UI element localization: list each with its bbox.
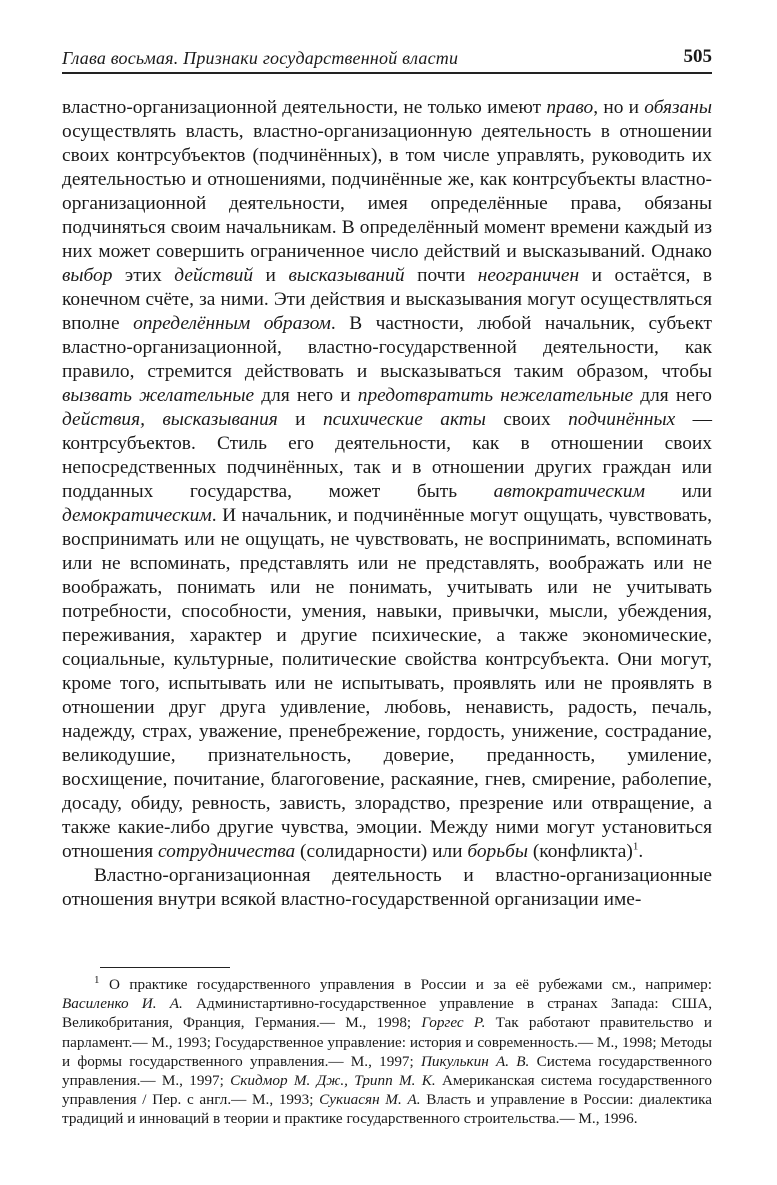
footnotes bbox=[62, 975, 712, 1129]
emphasis: обязаны bbox=[644, 97, 712, 118]
paragraph: Властно-организационная деятельность и властно-организационные отношения внутри всякой властно-государственной организации име- bbox=[62, 865, 712, 910]
emphasis: выбор bbox=[62, 265, 113, 286]
page-number: 505 bbox=[683, 46, 712, 67]
running-head: Глава восьмая. Признаки государственной власти bbox=[62, 48, 459, 68]
emphasis: демократическим bbox=[62, 505, 212, 526]
emphasis: сотрудничества bbox=[158, 841, 296, 862]
emphasis: высказываний bbox=[288, 265, 405, 286]
page-header bbox=[62, 44, 712, 74]
footnote-marker: 1 bbox=[94, 973, 100, 986]
emphasis: психические акты bbox=[322, 409, 486, 430]
emphasis: Василенко И. А. bbox=[62, 995, 183, 1013]
emphasis: право bbox=[546, 97, 594, 118]
emphasis: действий bbox=[174, 265, 254, 286]
emphasis: автократическим bbox=[493, 481, 645, 502]
emphasis: определённым образом bbox=[133, 313, 331, 334]
emphasis: Сукиасян М. А. bbox=[319, 1091, 421, 1109]
emphasis: Пикулькин А. В. bbox=[420, 1052, 530, 1070]
main-text bbox=[62, 96, 712, 912]
footnote-divider bbox=[100, 967, 230, 968]
paragraph: властно-организационной деятельности, не только имеют право, но и обязаны осуществлять власть, властно-организационную деятельность в отношении своих контрсубъектов (подчинённых), в том числе управлять, руководить их деятельностью и отношениями, подчинённые же, как контрсубъекты властно-организационной деятельности, имея определённые права, обязаны подчиняться своим начальникам. В определённый момент времени каждый из них может совершить ограниченное число действий и высказываний. Однако выбор этих действий и высказываний почти неограничен и остаётся, в конечном счёте, за ними. Эти действия и высказывания могут осуществляться вполне определённым образом. В частности, любой начальник, субъект властно-организационной, властно-государственной деятельности, как правило, стремится действовать и высказываться таким образом, чтобы вызвать желательные для него и предотвратить нежелательные для него действия, высказывания и психические акты своих подчинённых — контрсубъектов. Стиль его деятельности, как в отношении своих непосредственных подчинённых, так и в отношении других граждан или подданных государства, может быть автократическим или демократическим. И начальник, и подчинённые могут ощущать, чувствовать, воспринимать или не ощущать, не чувствовать, не воспринимать, вспоминать или не вспоминать, представлять или не представлять, воображать или не воображать, понимать или не понимать, учитывать или не учитывать потребности, способности, умения, навыки, привычки, мысли, убеждения, переживания, характер и другие психические, а также экономические, социальные, культурные, политические свойства контрсубъекта. Они могут, кроме того, испытывать или не испытывать, проявлять или не проявлять в отношении друг друга удивление, любовь, ненависть, радость, печаль, надежду, страх, уважение, пренебрежение, гордость, унижение, сострадание, великодушие, признательность, доверие, преданность, умиление, восхищение, почитание, благоговение, раскаяние, гнев, смирение, раболепие, досаду, обиду, ревность, зависть, злорадство, презрение или отвращение, а также какие-либо другие чувства, эмоции. Между ними могут установиться отношения сотрудничества (солидарности) или борьбы (конфликта)$^1$. bbox=[62, 97, 712, 862]
emphasis: вызвать желательные bbox=[62, 385, 255, 406]
footnote: $^1$ О практике государственного управления в России и за её рубежами см., например: Василенко И. А. Администартивно-государственное управление в странах Запада: США, Великобритания, Франция, Германия.— М., 1998; Горгес Р. Так работают правительство и парламент.— М., 1993; Государственное управление: история и современность.— М., 1998; Методы и формы государственного управления.— М., 1997; Пикулькин А. В. Система государственного управления.— М., 1997; Скидмор М. Дж., Трипп М. К. Американская система государственного управления / Пер. с англ.— М., 1993; Сукиасян М. А. Власть и управление в России: диалектика традиций и инноваций в теории и практике государственного строительства.— М., 1996. bbox=[62, 973, 713, 1128]
emphasis: борьбы bbox=[467, 841, 528, 862]
footnote-marker: 1 bbox=[632, 840, 639, 853]
emphasis: предотвратить нежелательные bbox=[357, 385, 634, 406]
emphasis: Скидмор М. Дж., Трипп М. К. bbox=[230, 1072, 436, 1090]
emphasis: подчинённых bbox=[568, 409, 676, 430]
emphasis: неограничен bbox=[477, 265, 580, 286]
emphasis: Горгес Р. bbox=[421, 1014, 486, 1032]
emphasis: действия, высказывания bbox=[62, 409, 278, 430]
